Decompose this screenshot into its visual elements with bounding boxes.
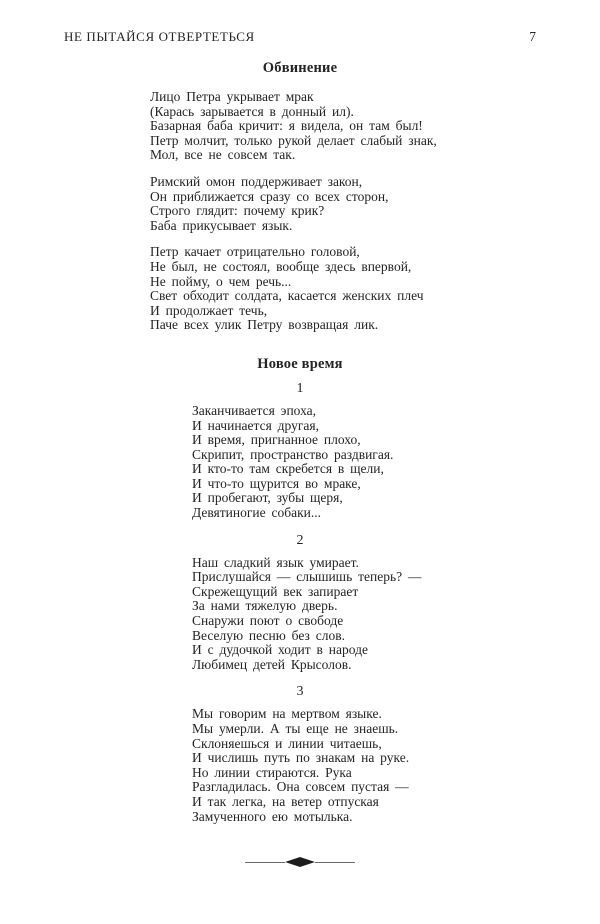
page-number: 7 bbox=[529, 29, 536, 44]
rule-line-left bbox=[245, 862, 285, 863]
poem-line: Разгладилась. Она совсем пустая — bbox=[192, 779, 409, 795]
poem-line: (Карась зарывается в донный ил). bbox=[150, 103, 354, 119]
poem-line: Любимец детей Крысолов. bbox=[192, 656, 352, 672]
running-title: НЕ ПЫТАЙСЯ ОТВЕРТЕТЬСЯ bbox=[64, 29, 255, 44]
poem-line: Снаружи поют о свободе bbox=[192, 613, 344, 629]
stanza bbox=[192, 404, 536, 521]
section-number: 3 bbox=[296, 684, 304, 700]
poem bbox=[64, 60, 536, 333]
poem-line: И пробегают, зубы щеря, bbox=[192, 490, 343, 506]
poem-line: Петр качает отрицательно головой, bbox=[150, 244, 360, 260]
poem-line: Лицо Петра укрывает мрак bbox=[150, 89, 314, 104]
poem-line: Склоняешься и линии читаешь, bbox=[192, 735, 382, 751]
poem-line: Заканчивается эпоха, bbox=[192, 402, 317, 418]
poem-line: Строго глядит: почему крик? bbox=[150, 203, 325, 219]
poem-line: Прислушайся — слышишь теперь? — bbox=[192, 569, 422, 585]
poem-line: Петр молчит, только рукой делает слабый знак, bbox=[150, 132, 437, 148]
poem-title: Обвинение bbox=[262, 60, 338, 76]
stanza bbox=[150, 175, 536, 233]
poem-line: И числишь путь по знакам на руке. bbox=[192, 750, 410, 766]
poem-line: Баба прикусывает язык. bbox=[150, 217, 293, 233]
poem-line: Свет обходит солдата, касается женских плеч bbox=[150, 288, 424, 304]
poem-line: Римский омон поддерживает закон, bbox=[150, 173, 363, 189]
stanza bbox=[150, 245, 536, 333]
poem-line: Скрипит, пространство раздвигая. bbox=[192, 446, 394, 462]
poem-line: Замученного ею мотылька. bbox=[192, 808, 353, 824]
poem-line: Мы умерли. А ты еще не знаешь. bbox=[192, 721, 399, 736]
poem-line: Мы говорим на мертвом языке. bbox=[192, 706, 382, 722]
poem-line: Наш сладкий язык умирает. bbox=[192, 554, 359, 570]
poem-line: Он приближается сразу со всех сторон, bbox=[150, 188, 389, 204]
poem-line: За нами тяжелую дверь. bbox=[192, 598, 338, 614]
poem-line: Паче всех улик Петру возвращая лик. bbox=[150, 317, 379, 333]
poem-line: И кто-то там скребется в щели, bbox=[192, 461, 384, 477]
poem-line: И время, пригнанное плохо, bbox=[192, 432, 361, 448]
diamond-icon bbox=[285, 857, 315, 867]
poem bbox=[64, 356, 536, 824]
poem-line: Но линии стираются. Рука bbox=[192, 764, 352, 780]
section-number: 2 bbox=[296, 532, 304, 548]
poem-line: Базарная баба кричит: я видела, он там был! bbox=[150, 118, 423, 134]
stanza bbox=[192, 707, 536, 824]
poem-line: Не пойму, о чем речь... bbox=[150, 273, 292, 289]
diamond-rule bbox=[0, 857, 600, 867]
poem-line: Девятиногие собаки... bbox=[192, 505, 322, 521]
poems bbox=[64, 60, 536, 824]
poem-line: И начинается другая, bbox=[192, 417, 319, 433]
poem-line: И что-то щурится во мраке, bbox=[192, 475, 361, 491]
stanza bbox=[192, 556, 536, 673]
poem-line: И с дудочкой ходит в народе bbox=[192, 642, 368, 658]
poem-title: Новое время bbox=[257, 355, 343, 372]
poem-line: Веселую песню без слов. bbox=[192, 627, 345, 643]
running-header bbox=[64, 29, 536, 45]
section-number: 1 bbox=[296, 380, 304, 396]
rule-line-right bbox=[315, 862, 355, 863]
poem-line: И продолжает течь, bbox=[150, 302, 268, 318]
poem-line: Не был, не состоял, вообще здесь впервой, bbox=[150, 258, 412, 274]
poem-line: Скрежещущий век запирает bbox=[192, 583, 359, 599]
poem-line: И так легка, на ветер отпуская bbox=[192, 793, 379, 809]
poem-line: Мол, все не совсем так. bbox=[150, 147, 296, 163]
stanza bbox=[150, 90, 536, 163]
